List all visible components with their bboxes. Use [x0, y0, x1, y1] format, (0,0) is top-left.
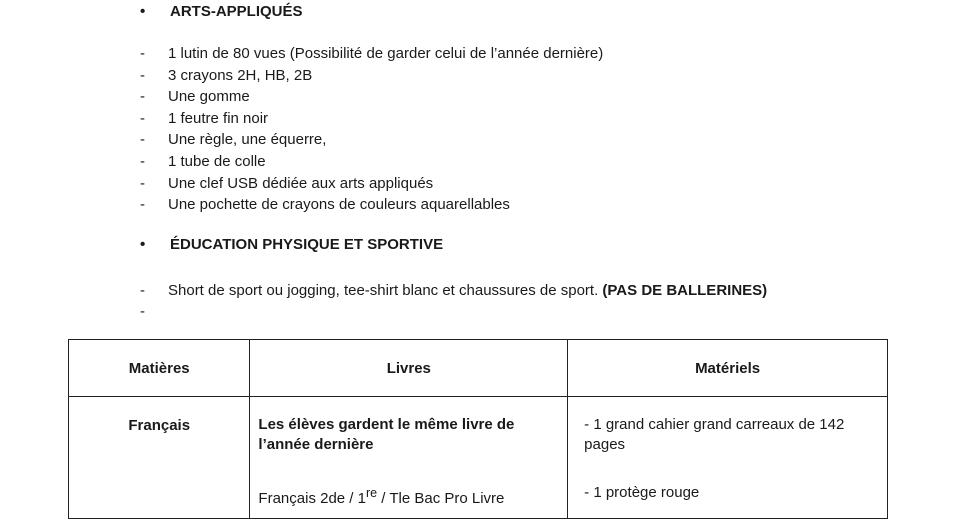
book-title-part: Français 2de / 1 — [258, 490, 366, 507]
dash: - — [140, 109, 145, 127]
book-title-sup: re — [365, 486, 378, 500]
header-books: Livres — [250, 340, 568, 397]
materials-table — [68, 339, 888, 519]
header-subjects: Matières — [69, 340, 250, 397]
list-item-text: Une pochette de crayons de couleurs aquarellables — [168, 196, 510, 214]
material-item: - 1 grand cahier grand carreaux de 142 pages — [584, 416, 845, 453]
list-item-text: Une clef USB dédiée aux arts appliqués — [168, 174, 434, 192]
cell-subject: Français — [69, 397, 250, 519]
book-note: Les élèves gardent le même livre de l’année dernière — [258, 416, 515, 453]
dash: - — [140, 196, 145, 214]
eps-item-warning: (PAS DE BALLERINES) — [602, 282, 768, 299]
dash: - — [140, 131, 145, 149]
list-item-text: 1 feutre fin noir — [168, 109, 269, 127]
list-item-text — [168, 280, 767, 301]
header-materials: Matériels — [568, 340, 888, 397]
dash: - — [140, 152, 145, 170]
cell-materials — [568, 397, 888, 519]
dash: - — [140, 45, 145, 62]
dash: - — [140, 174, 145, 192]
dash: - — [140, 88, 145, 106]
list-item-text: 3 crayons 2H, HB, 2B — [168, 66, 313, 84]
list-item-text: 1 lutin de 80 vues (Possibilité de garder celui de l’année dernière) — [168, 45, 604, 62]
list-item-text: 1 tube de colle — [168, 152, 266, 170]
table-row — [69, 397, 888, 519]
book-title — [258, 483, 559, 509]
cell-books — [250, 397, 568, 519]
material-item: - 1 protège rouge — [584, 484, 700, 501]
table-header-row — [69, 340, 888, 397]
list-item-text: Une gomme — [168, 88, 250, 106]
arts-title: ARTS-APPLIQUÉS — [170, 3, 303, 20]
list-item-text: Une règle, une équerre, — [168, 131, 327, 149]
eps-item-text: Short de sport ou jogging, tee-shirt blanc et chaussures de sport. — [168, 282, 599, 299]
dash: - — [140, 66, 145, 84]
dash: - — [140, 303, 145, 320]
bullet: • — [140, 3, 146, 20]
book-title-part: / Tle Bac Pro Livre — [377, 490, 505, 507]
dash: - — [140, 282, 145, 299]
eps-title: ÉDUCATION PHYSIQUE ET SPORTIVE — [170, 236, 444, 253]
bullet: • — [140, 236, 146, 253]
